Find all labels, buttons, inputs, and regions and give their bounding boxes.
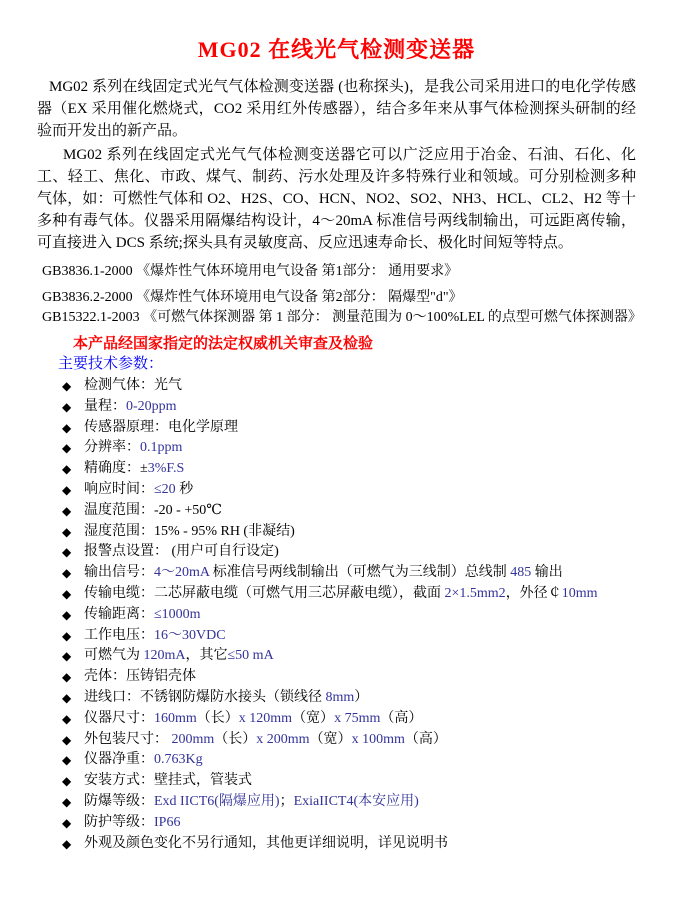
intro-paragraph-1: MG02 系列在线固定式光气气体检测变送器 (也称探头)，是我公司采用进口的电化学传感器（EX 采用催化燃烧式，CO2 采用红外传感器），结合多年来从事气体检测探头研制的经验而开发出的新产品。 <box>37 79 636 139</box>
param-text: （宽） <box>309 731 352 747</box>
param-text: ，其它 <box>185 648 228 664</box>
param-item <box>37 834 636 855</box>
param-value: 485 <box>510 565 532 581</box>
param-text: 检测气体：光气 <box>84 378 182 393</box>
param-text: 传感器原理：电化学原理 <box>84 419 238 435</box>
param-value: x 120mm <box>238 710 293 726</box>
diamond-bullet-icon: ◆ <box>62 399 72 414</box>
diamond-bullet-icon: ◆ <box>62 441 72 456</box>
standard-line-gb15322-1: GB15322.1-2003 《可燃气体探测器 第 1 部分： 测量范围为 0～100%LEL 的点型可燃气体探测器》 <box>42 310 642 325</box>
param-text: 工作电压： <box>84 627 154 643</box>
param-item <box>37 438 636 459</box>
diamond-bullet-icon: ◆ <box>62 690 72 705</box>
param-item <box>37 418 636 439</box>
standard-line-gb3836-2: GB3836.2-2000 《爆炸性气体环境用电气设备 第2部分： 隔爆型"d"》 <box>42 290 463 305</box>
param-value: Exd IICT6(隔爆应用) <box>154 793 280 809</box>
param-item <box>37 771 636 792</box>
param-text: 精确度：± <box>84 461 148 477</box>
param-text: 传输距离： <box>84 606 154 622</box>
param-item <box>37 605 636 626</box>
param-item <box>37 792 636 813</box>
param-item <box>37 709 636 730</box>
param-text: 可燃气为 <box>84 648 144 664</box>
param-value: 200mm <box>171 731 215 747</box>
param-text: （长） <box>214 731 257 747</box>
param-item <box>37 626 636 647</box>
param-text: 输出信号： <box>84 565 154 581</box>
param-text: 仪器尺寸： <box>84 710 154 726</box>
diamond-bullet-icon: ◆ <box>62 607 72 622</box>
param-value: ≤20 <box>154 481 176 497</box>
param-text: （高） <box>404 731 447 747</box>
param-value: ≤50 mA <box>227 648 274 664</box>
param-text: 仪器净重： <box>84 752 154 768</box>
diamond-bullet-icon: ◆ <box>62 628 72 643</box>
param-text: 温度范围：-20 - +50℃ <box>84 502 222 518</box>
params-heading: 主要技术参数： <box>58 356 164 372</box>
param-text: 分辨率： <box>84 440 140 456</box>
param-text: （高） <box>380 710 423 726</box>
param-text: 秒 <box>175 481 194 497</box>
param-value: 0.763Kg <box>154 752 203 768</box>
param-text: 防护等级： <box>84 814 154 830</box>
param-item <box>37 397 636 418</box>
param-text: （长） <box>196 710 239 726</box>
param-text: 输出 <box>531 565 563 581</box>
diamond-bullet-icon: ◆ <box>62 711 72 726</box>
diamond-bullet-icon: ◆ <box>62 586 72 601</box>
certification-notice: 本产品经国家指定的法定权威机关审查及检验 <box>73 336 374 352</box>
param-text: ，外径￠ <box>505 585 562 601</box>
param-value: ExiaIICT4(本安应用) <box>293 793 419 809</box>
diamond-bullet-icon: ◆ <box>62 670 72 685</box>
param-value: 4～20mA <box>154 565 210 581</box>
param-value: x 75mm <box>334 710 381 726</box>
diamond-bullet-icon: ◆ <box>62 794 72 809</box>
standard-line-gb3836-1: GB3836.1-2000 《爆炸性气体环境用电气设备 第1部分： 通用要求》 <box>42 264 459 279</box>
standards-list <box>37 262 642 328</box>
diamond-bullet-icon: ◆ <box>62 774 72 789</box>
param-value: IP66 <box>154 814 181 830</box>
param-text: 外包装尺寸： <box>84 731 172 747</box>
param-item <box>37 750 636 771</box>
intro-paragraph-2: MG02 系列在线固定式光气气体检测变送器它可以广泛应用于冶金、石油、石化、化工、轻工、焦化、市政、煤气、制药、污水处理及许多特殊行业和领域。可分别检测多种气体，如：可燃性气体和 O2、H2S、CO、HCN、NO2、SO2、NH3、HCL、CL2、H2 等十多种有毒气体。仪器采用隔爆结构设计，4～20mA 标准信号两线制输出，可远距离传输，可直接进入 DCS 系统;探头具有灵敏度高、反应迅速寿命长、极化时间短等特点。 <box>37 147 636 251</box>
diamond-bullet-icon: ◆ <box>62 649 72 664</box>
param-item <box>37 730 636 751</box>
param-text: 壳体：压铸铝壳体 <box>84 669 196 685</box>
param-item <box>37 459 636 480</box>
param-item <box>37 667 636 688</box>
param-item <box>37 688 636 709</box>
page-title: MG02 在线光气检测变送器 <box>197 37 476 62</box>
param-value: 10mm <box>561 585 598 601</box>
params-list <box>37 376 636 854</box>
param-value: x 200mm <box>256 731 310 747</box>
param-value: 16～30VDC <box>154 627 226 643</box>
param-value: 120mA <box>143 648 186 664</box>
diamond-bullet-icon: ◆ <box>62 482 72 497</box>
diamond-bullet-icon: ◆ <box>62 524 72 539</box>
param-item <box>37 542 636 563</box>
param-text: 安装方式：壁挂式，管装式 <box>84 773 252 789</box>
param-value: 3%F.S <box>147 461 185 477</box>
diamond-bullet-icon: ◆ <box>62 420 72 435</box>
param-text: 外观及颜色变化不另行通知，其他更详细说明，详见说明书 <box>84 835 448 851</box>
diamond-bullet-icon: ◆ <box>62 462 72 477</box>
diamond-bullet-icon: ◆ <box>62 815 72 830</box>
param-value: 8mm <box>325 689 355 705</box>
param-item <box>37 501 636 522</box>
param-value: 160mm <box>154 710 197 726</box>
diamond-bullet-icon: ◆ <box>62 566 72 581</box>
param-text: ； <box>279 793 294 809</box>
param-text: 报警点设置： (用户可自行设定) <box>84 544 279 560</box>
param-value: 2×1.5mm2 <box>444 585 506 601</box>
diamond-bullet-icon: ◆ <box>62 545 72 560</box>
param-value: x 100mm <box>351 731 405 747</box>
param-text: ） <box>354 689 369 705</box>
param-item <box>37 584 636 605</box>
param-item <box>37 563 636 584</box>
diamond-bullet-icon: ◆ <box>62 503 72 518</box>
param-value: 0.1ppm <box>140 440 183 456</box>
param-text: 湿度范围：15% - 95% RH (非凝结) <box>84 523 295 539</box>
param-item <box>37 480 636 501</box>
param-value: 0-20ppm <box>126 398 177 414</box>
diamond-bullet-icon: ◆ <box>62 753 72 768</box>
param-value: ≤1000m <box>154 606 201 622</box>
param-item <box>37 376 636 397</box>
param-text: 响应时间： <box>84 481 154 497</box>
diamond-bullet-icon: ◆ <box>62 836 72 851</box>
param-text: 标准信号两线制输出（可燃气为三线制）总线制 <box>209 565 511 581</box>
param-text: 进线口：不锈钢防爆防水接头（锁线径 <box>84 689 326 705</box>
param-item <box>37 646 636 667</box>
param-text: 量程： <box>84 398 126 414</box>
param-text: 传输电缆：二芯屏蔽电缆（可燃气用三芯屏蔽电缆），截面 <box>84 585 445 601</box>
param-text: 防爆等级： <box>84 793 154 809</box>
diamond-bullet-icon: ◆ <box>62 732 72 747</box>
param-item <box>37 813 636 834</box>
diamond-bullet-icon: ◆ <box>62 379 72 393</box>
param-text: （宽） <box>292 710 335 726</box>
param-item <box>37 522 636 543</box>
